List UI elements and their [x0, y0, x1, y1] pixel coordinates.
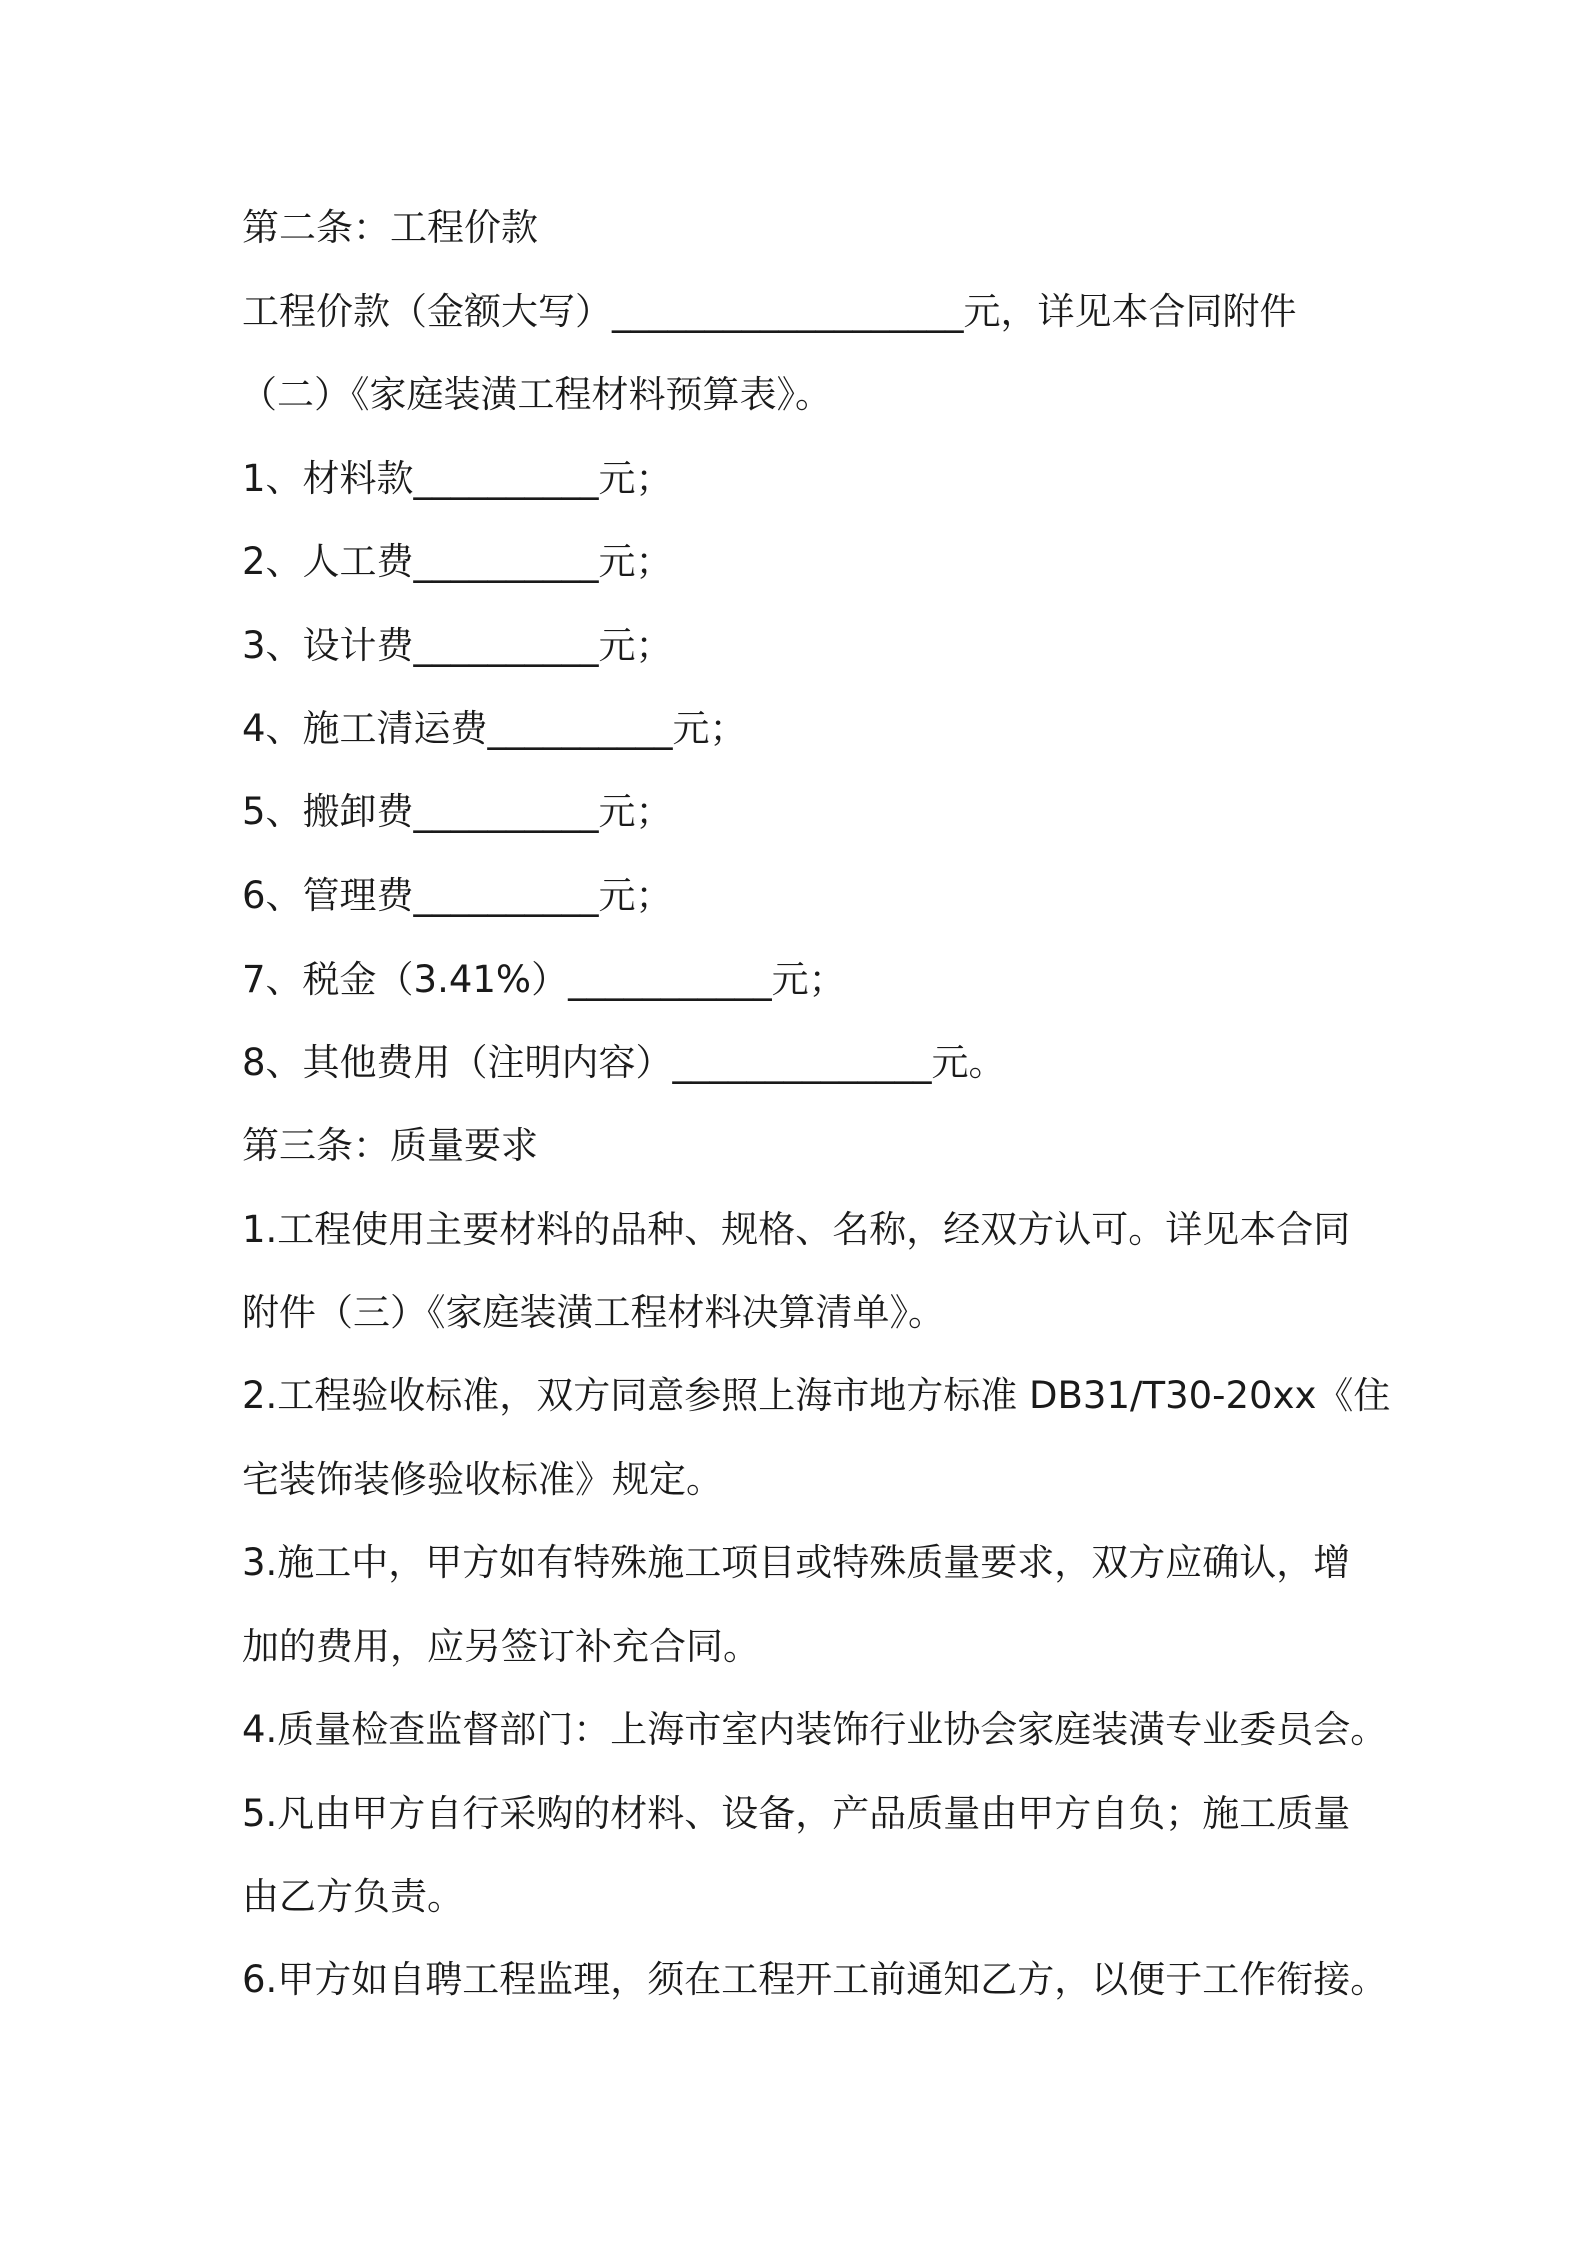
clause-line: 2.工程验收标准，双方同意参照上海市地方标准 DB31/T30-20xx《住	[242, 1374, 1391, 1417]
fee-item: 8、其他费用（注明内容）______________元。	[242, 1041, 1006, 1084]
fee-item: 5、搬卸费__________元；	[242, 790, 673, 833]
fee-item: 2、人工费__________元；	[242, 540, 673, 583]
clause-line: 宅装饰装修验收标准》规定。	[242, 1458, 723, 1501]
article-2-heading: 第二条：工程价款	[242, 206, 538, 249]
clause-line: 由乙方负责。	[242, 1875, 464, 1918]
clause-line: 4.质量检查监督部门：上海市室内装饰行业协会家庭装潢专业委员会。	[242, 1708, 1388, 1751]
clause-line: 3.施工中，甲方如有特殊施工项目或特殊质量要求，双方应确认，增	[242, 1541, 1351, 1584]
fee-item: 4、施工清运费__________元；	[242, 707, 747, 750]
fee-item: 7、税金（3.41%）___________元；	[242, 958, 846, 1001]
fee-item: 3、设计费__________元；	[242, 624, 673, 667]
clause-line: 附件（三）《家庭装潢工程材料决算清单》。	[242, 1291, 945, 1334]
article-3-heading: 第三条：质量要求	[242, 1124, 538, 1167]
clause-line: 6.甲方如自聘工程监理，须在工程开工前通知乙方，以便于工作衔接。	[242, 1958, 1388, 2001]
price-line-1: 工程价款（金额大写）___________________元，详见本合同附件	[242, 290, 1297, 333]
fee-item: 6、管理费__________元；	[242, 874, 673, 917]
clause-line: 5.凡由甲方自行采购的材料、设备，产品质量由甲方自负；施工质量	[242, 1792, 1351, 1835]
price-line-2: （二）《家庭装潢工程材料预算表》。	[240, 373, 832, 416]
clause-line: 1.工程使用主要材料的品种、规格、名称，经双方认可。详见本合同	[242, 1208, 1351, 1251]
clause-line: 加的费用，应另签订补充合同。	[242, 1625, 760, 1668]
fee-item: 1、材料款__________元；	[242, 457, 673, 500]
